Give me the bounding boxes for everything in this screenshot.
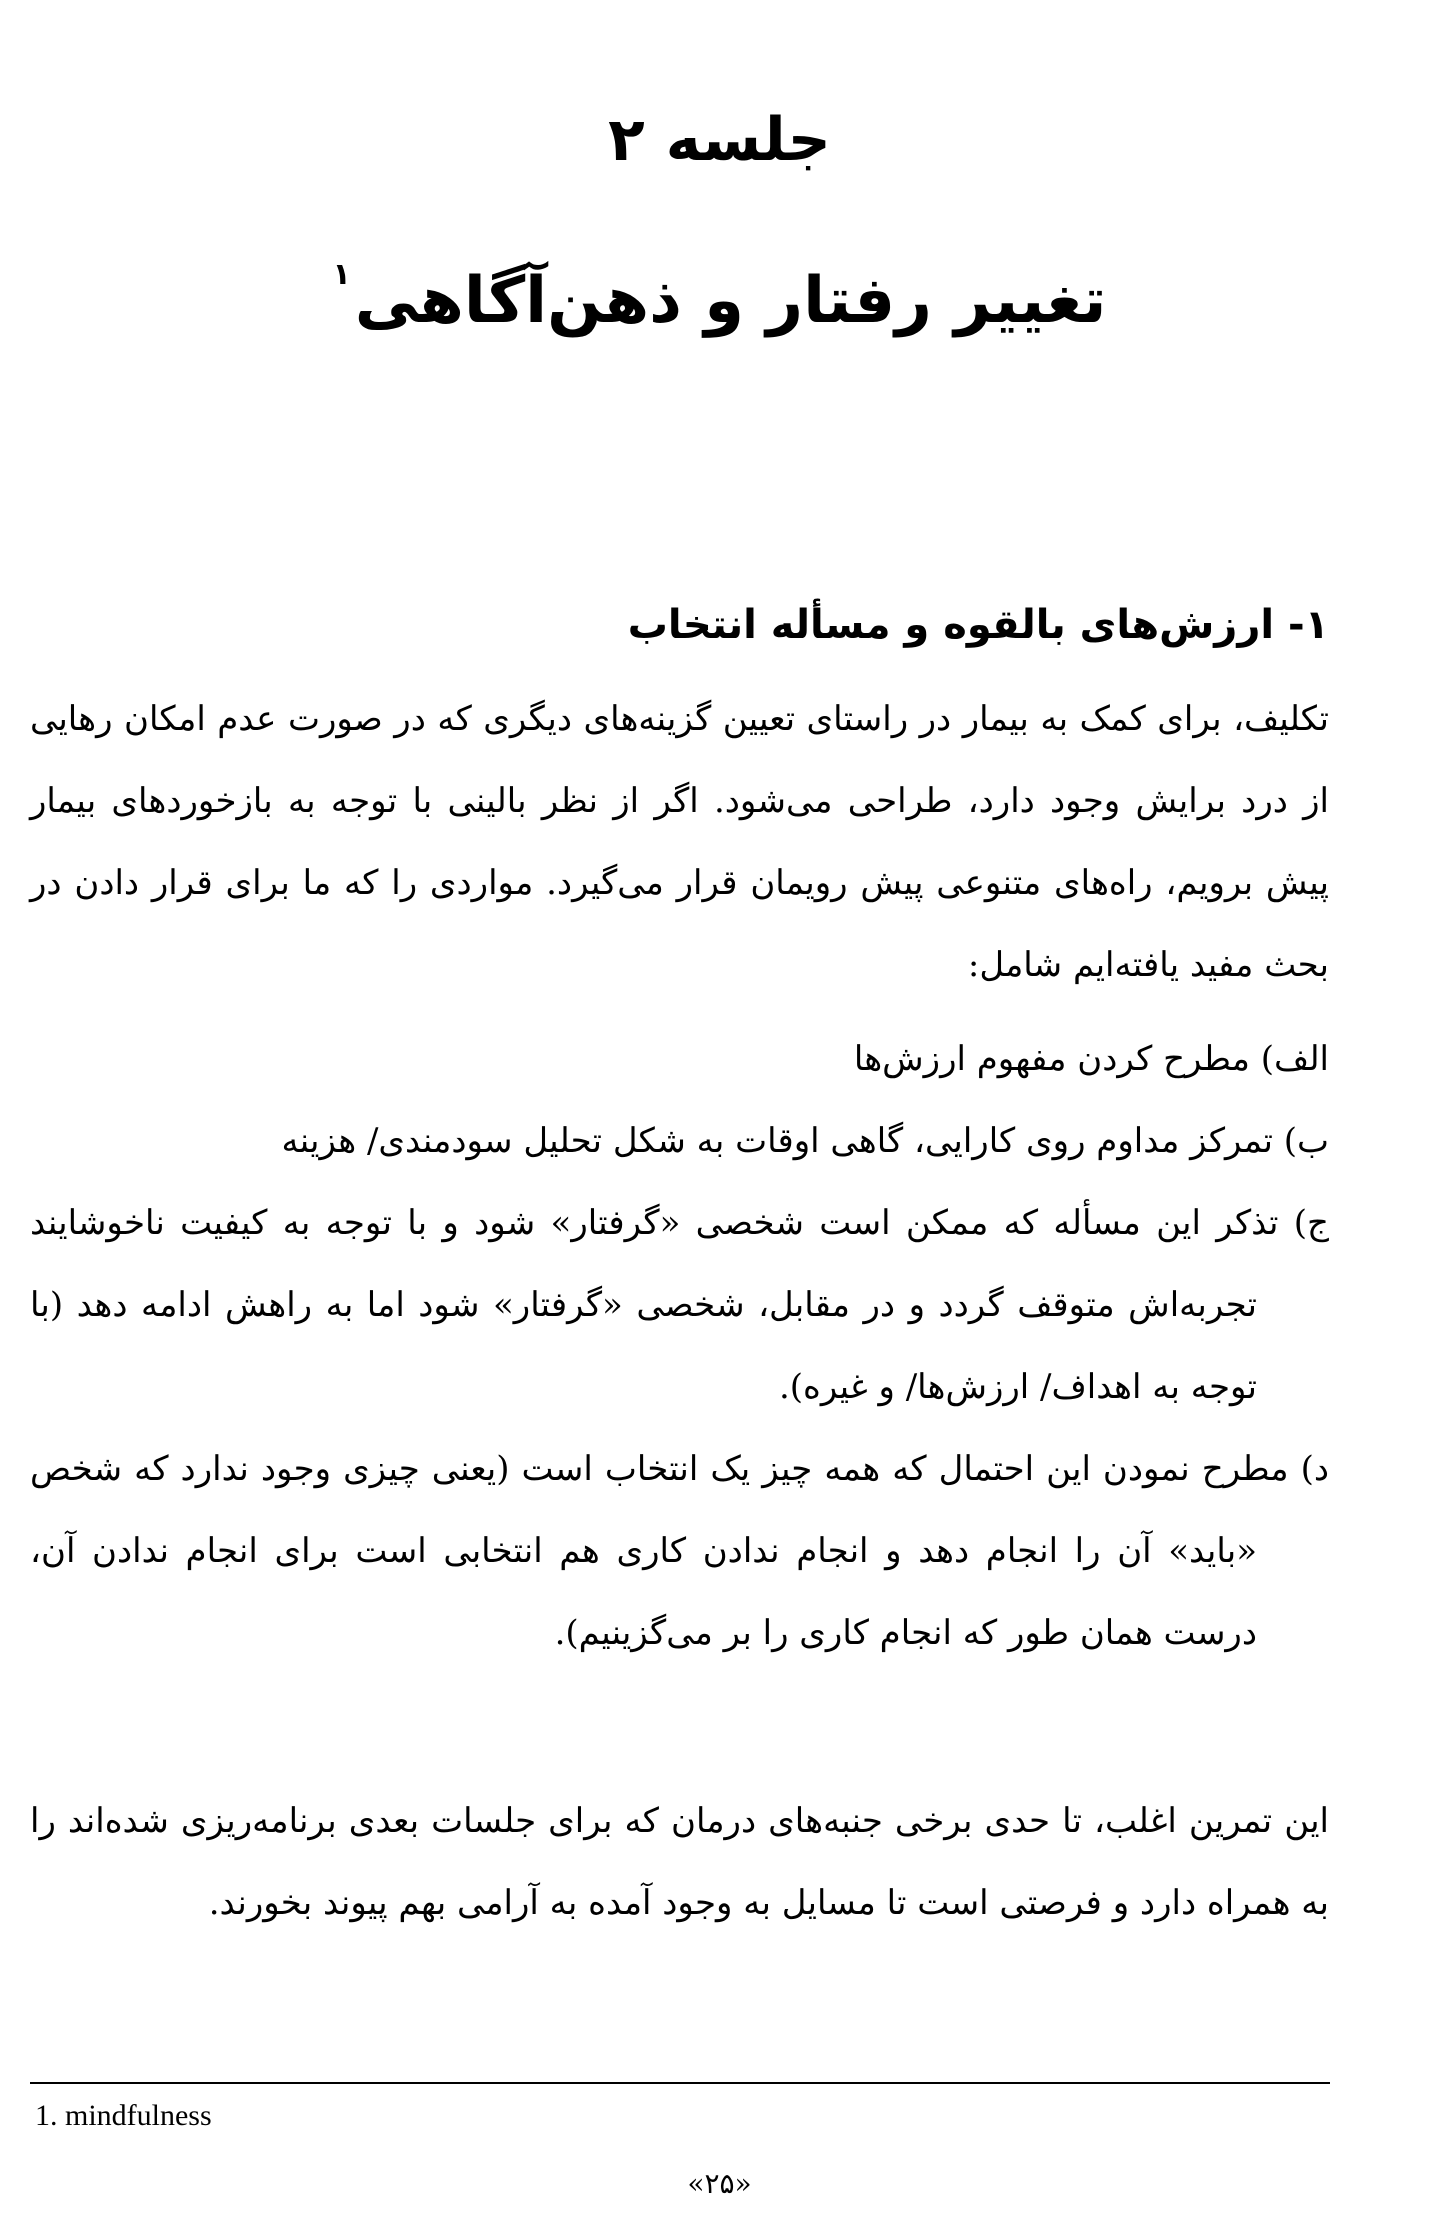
intro-paragraph: تکلیف، برای کمک به بیمار در راستای تعیین گزینه‌های دیگری که در صورت عدم امکان رهایی از درد برایش وجود دارد، طراحی می‌شود. اگر از نظر بالینی با توجه به بازخوردهای بیمار پیش برویم، راه‌های متنوعی پیش رویمان قرار می‌گیرد. مواردی را که ما برای قرار دادن در بحث مفید یافته‌ایم شامل: <box>30 699 1330 985</box>
closing-paragraph: این تمرین اغلب، تا حدی برخی جنبه‌های درمان که برای جلسات بعدی برنامه‌ریزی شده‌اند را به همراه دارد و فرصتی است تا مسایل به وجود آمده به آرامی بهم پیوند بخورند. <box>30 1801 1329 1923</box>
session-title: جلسه ۲ <box>608 105 831 175</box>
list-item: ب) تمرکز مداوم روی کارایی، گاهی اوقات به شکل تحلیل سودمندی/ هزینه <box>281 1121 1329 1161</box>
discussion-points-list <box>30 1018 1329 1674</box>
chapter-title <box>0 225 1439 351</box>
footnote: 1. mindfulness <box>35 2099 212 2132</box>
list-item: د) مطرح نمودن این احتمال که همه چیز یک انتخاب است (یعنی چیزی وجود ندارد که شخص «باید» آن را انجام دهد و انجام ندادن کاری هم انتخابی است برای انجام ندادن آن، درست همان طور که انجام کاری را بر می‌گزینیم). <box>30 1449 1329 1653</box>
footnote-divider <box>30 2082 1330 2084</box>
list-item: ج) تذکر این مسأله که ممکن است شخصی «گرفتار» شود و با توجه به کیفیت ناخوشایند تجربه‌اش متوقف گردد و در مقابل، شخصی «گرفتار» شود اما به راهش ادامه دهد (با توجه به اهداف/ ارزش‌ها/ و غیره). <box>30 1203 1329 1407</box>
section-heading: ۱- ارزش‌های بالقوه و مسأله انتخاب <box>627 602 1329 648</box>
page-number: «۲۵» <box>687 2167 752 2200</box>
footnote-marker[interactable]: ۱ <box>332 257 351 292</box>
list-item: الف) مطرح کردن مفهوم ارزش‌ها <box>853 1039 1329 1079</box>
chapter-title-text: تغییر رفتار و ذهن‌آگاهی <box>354 264 1107 338</box>
